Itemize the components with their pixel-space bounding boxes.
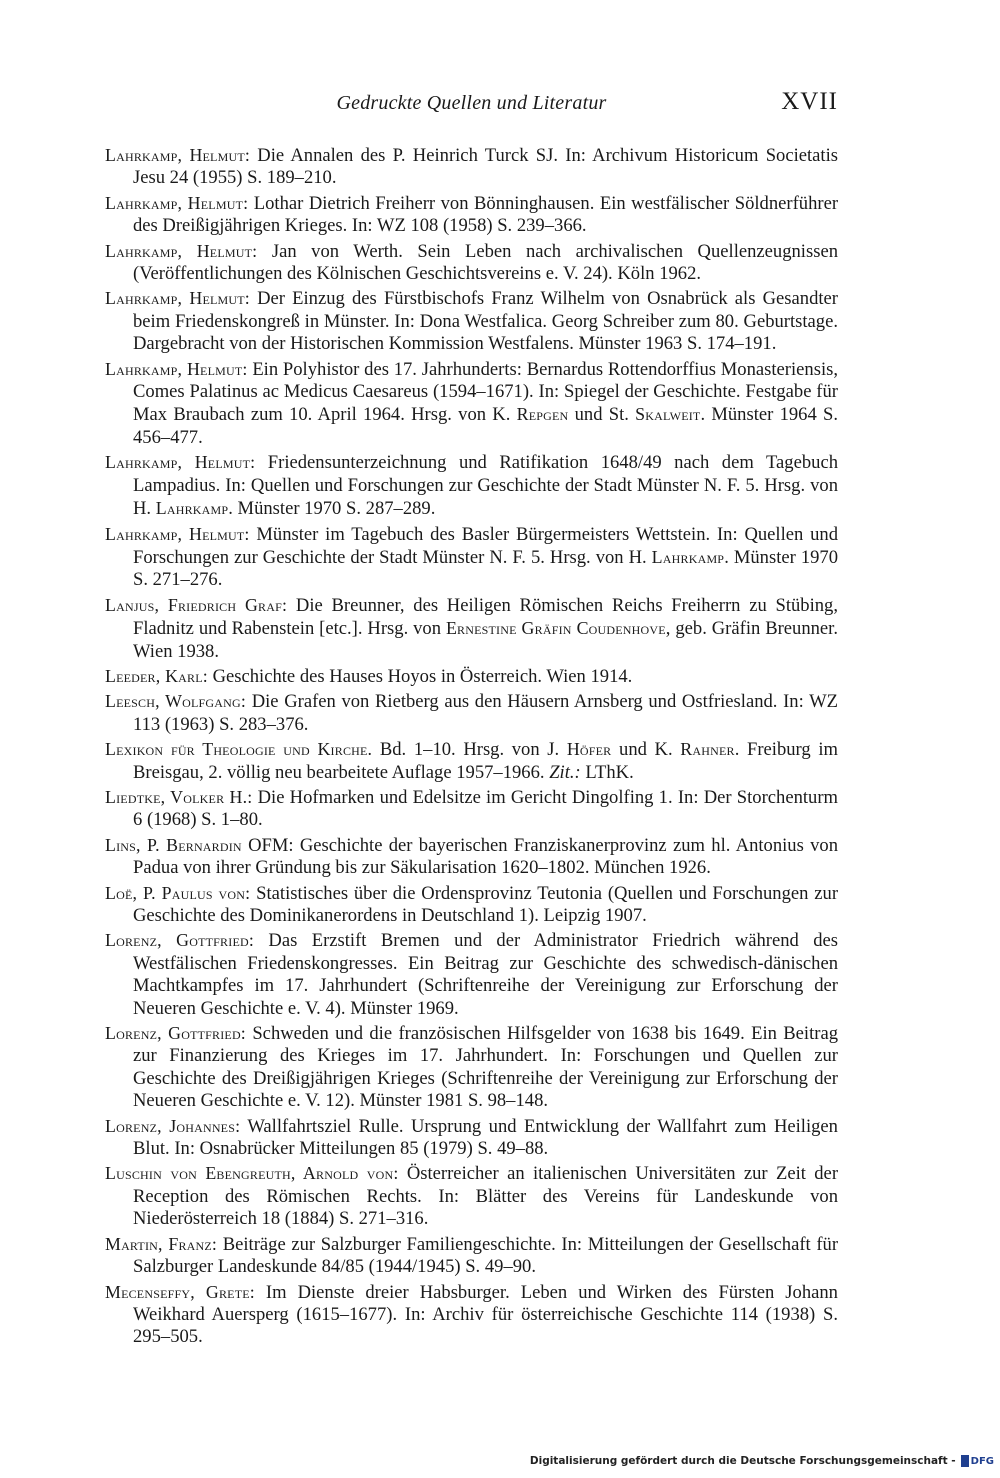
- bibliography-entry: [105, 1162, 838, 1230]
- entry-text: Friedensunterzeichnung und Ratifikation 1648/49 nach dem Tagebuch Lampadius. In: Quellen und Forschungen zur Geschichte der Stadt Münster N. F. 5. Hrsg. von H.: [133, 452, 839, 520]
- entry-author: Leesch, Wolfgang:: [105, 691, 247, 712]
- bibliography-entry: [105, 1281, 838, 1349]
- entry-text: Die Annalen des P. Heinrich Turck SJ. In: Archivum Historicum Societatis Jesu 24 (1955) S. 189–210.: [133, 145, 838, 189]
- entry-author: Lahrkamp, Helmut:: [105, 523, 250, 544]
- entry-author: Lahrkamp, Helmut:: [105, 240, 258, 261]
- entry-author: Lorenz, Gottfried:: [105, 1023, 246, 1044]
- dfg-logo: [961, 1455, 994, 1467]
- entry-text: Im Dienste dreier Habsburger. Leben und Wirken des Fürsten Johann Weikhard Auersperg (1615–1677). In: Archiv für österreichische Geschichte 114 (1938) S. 295–505.: [133, 1281, 838, 1348]
- bibliography-entry: [105, 358, 838, 450]
- entry-text: LThK.: [580, 761, 634, 783]
- entry-author: Lahrkamp, Helmut:: [105, 192, 249, 213]
- entry-author: Lins, P. Bernardin: [105, 834, 242, 855]
- entry-author: Lexikon für Theologie und Kirche.: [105, 739, 373, 760]
- entry-author: Liedtke, Volker H.:: [105, 786, 253, 807]
- bibliography-entry: [105, 834, 838, 880]
- entry-text: Lothar Dietrich Freiherr von Bönninghausen. Ein westfälischer Söldnerführer des Dreißigjährigen Krieges. In: WZ 108 (1958) S. 239–366.: [133, 192, 839, 237]
- running-title: Gedruckte Quellen und Literatur: [336, 92, 607, 114]
- entry-text: . Freiburg im Breisgau, 2. völlig neu bearbeitete Auflage 1957–1966.: [133, 739, 838, 783]
- entry-text: Die Breunner, des Heiligen Römischen Reichs Freiherrn zu Stübing, Fladnitz und Rabenstein [etc.]. Hrsg. von: [133, 594, 838, 640]
- entry-editor-name: Skalweit: [635, 404, 701, 425]
- dfg-logo-icon: [961, 1455, 969, 1467]
- entry-author: Mecenseffy, Grete:: [105, 1281, 255, 1302]
- entry-author: Lahrkamp, Helmut:: [105, 288, 250, 309]
- bibliography-entry: [105, 192, 838, 238]
- entry-author: Lahrkamp, Helmut:: [105, 358, 248, 379]
- entry-author: Lanjus, Friedrich Graf:: [105, 594, 288, 615]
- entry-text: . Münster 1964 S. 456–477.: [133, 404, 838, 448]
- bibliography-entry: [105, 144, 838, 190]
- digitization-footer: [530, 1455, 994, 1467]
- entry-text: Die Hofmarken und Edelsitze im Gericht Dingolfing 1. In: Der Storchenturm 6 (1968) S. 1–80.: [133, 786, 839, 831]
- bibliography-entry: [105, 1233, 838, 1279]
- entry-author: Luschin von Ebengreuth, Arnold von:: [105, 1163, 399, 1184]
- entry-citation-label: Zit.:: [549, 761, 581, 783]
- entry-text: Der Einzug des Fürstbischofs Franz Wilhelm von Osnabrück als Gesandter beim Friedenskongreß in Münster. In: Dona Westfalica. Georg Schreiber zum 80. Geburtstage. Dargebracht von der Historischen Kommission Westfalens. Münster 1963 S. 174–191.: [133, 288, 839, 355]
- entry-author: Lahrkamp, Helmut:: [105, 452, 256, 473]
- entry-text: Wallfahrtsziel Rulle. Ursprung und Entwicklung der Wallfahrt zum Heiligen Blut. In: Osnabrücker Mitteilungen 85 (1979) S. 49–88.: [133, 1115, 838, 1160]
- entry-text: Schweden und die französischen Hilfsgelder von 1638 bis 1649. Ein Beitrag zur Finanzierung des Krieges im 17. Jahrhundert. In: Forschungen und Quellen zur Geschichte des Dreißigjährigen Krieges (Schriftenreihe der Vereinigung zur Erforschung der Neueren Geschichte e. V. 12). Münster 1981 S. 98–148.: [133, 1023, 839, 1112]
- entry-author: Lorenz, Gottfried:: [105, 930, 255, 951]
- entry-editor-name: Höfer: [566, 739, 612, 760]
- funding-notice: Digitalisierung gefördert durch die Deutsche Forschungsgemeinschaft -: [529, 1455, 956, 1467]
- page-header: [105, 88, 838, 124]
- entry-text: Das Erzstift Bremen und der Administrator Friedrich während des Westfälischen Friedenskongresses. Ein Beitrag zur Geschichte des schwedisch-dänischen Machtkampfes im 17. Jahrhundert (Schriftenreihe der Vereinigung zur Erforschung der Neueren Geschichte e. V. 4). Münster 1969.: [133, 930, 838, 1019]
- bibliography-entry: [105, 287, 838, 355]
- entry-text: Die Grafen von Rietberg aus den Häusern Arnsberg und Ostfriesland. In: WZ 113 (1963) S. 283–376.: [133, 691, 838, 735]
- bibliography-entry: [105, 451, 838, 520]
- entry-editor-name: Ernestine Gräfin Coudenhove: [445, 618, 666, 639]
- entry-text: und St.: [568, 404, 636, 426]
- entry-text: Statistisches über die Ordensprovinz Teutonia (Quellen und Forschungen zur Geschichte des Dominikanerordens in Deutschland 1). Leipzig 1907.: [133, 882, 839, 926]
- entry-editor-name: Rahner: [680, 739, 735, 760]
- bibliography-entry: [105, 786, 838, 832]
- entry-author: Leeder, Karl:: [105, 665, 208, 686]
- entry-text: Ein Polyhistor des 17. Jahrhunderts: Bernardus Rottendorffius Monasteriensis, Comes Palatinus ac Medicus Caesareus (1594–1671). In: Spiegel der Geschichte. Festgabe für Max Braubach zum 10. April 1964. Hrsg. von K.: [133, 358, 839, 426]
- page-number: XVII: [781, 88, 838, 115]
- bibliography-list: [105, 144, 838, 1351]
- bibliography-entry: [105, 240, 838, 286]
- entry-text: und K.: [611, 739, 681, 761]
- bibliography-entry: [105, 523, 838, 592]
- bibliography-entry: [105, 665, 838, 688]
- entry-editor-name: Lahrkamp: [155, 498, 229, 519]
- entry-text: , geb. Gräfin Breunner. Wien 1938.: [133, 618, 838, 662]
- bibliography-entry: [105, 1115, 838, 1161]
- bibliography-entry: [105, 1022, 838, 1113]
- entry-text: Österreicher an italienischen Universitäten zur Zeit der Reception des Römischen Rechts. In: Blätter des Vereins für Landeskunde von Niederösterreich 18 (1884) S. 271–316.: [133, 1163, 839, 1230]
- entry-author: Martin, Franz:: [105, 1233, 218, 1254]
- dfg-logo-text: DFG: [970, 1455, 994, 1467]
- entry-text: OFM: Geschichte der bayerischen Franziskanerprovinz zum hl. Antonius von Padua von ihrer Gründung bis zur Säkularisation 1620–1802. München 1926.: [133, 834, 839, 879]
- entry-author: Lorenz, Johannes:: [105, 1115, 241, 1136]
- bibliography-entry: [105, 738, 838, 784]
- entry-author: Loë, P. Paulus von:: [105, 882, 251, 903]
- bibliography-entry: [105, 882, 838, 928]
- entry-text: Geschichte des Hauses Hoyos in Österreich. Wien 1914.: [207, 665, 633, 687]
- entry-text: Jan von Werth. Sein Leben nach archivalischen Quellenzeugnissen (Veröffentlichungen des Kölnischen Geschichtsvereins e. V. 24). Köln 1962.: [133, 240, 838, 285]
- entry-author: Lahrkamp, Helmut:: [105, 145, 251, 165]
- bibliography-entry: [105, 929, 838, 1020]
- entry-text: . Münster 1970 S. 271–276.: [133, 546, 839, 591]
- entry-text: Beiträge zur Salzburger Familiengeschichte. In: Mitteilungen der Gesellschaft für Salzburger Landeskunde 84/85 (1944/1945) S. 49–90.: [133, 1233, 839, 1278]
- entry-text: . Münster 1970 S. 287–289.: [228, 498, 436, 520]
- entry-text: Bd. 1–10. Hrsg. von J.: [372, 739, 567, 761]
- bibliography-entry: [105, 690, 838, 736]
- entry-editor-name: Lahrkamp: [651, 546, 725, 567]
- entry-editor-name: Repgen: [516, 404, 569, 425]
- entry-text: Münster im Tagebuch des Basler Bürgermeisters Wettstein. In: Quellen und Forschungen zur Geschichte der Stadt Münster N. F. 5. Hrsg. von H.: [133, 523, 839, 568]
- bibliography-entry: [105, 594, 838, 663]
